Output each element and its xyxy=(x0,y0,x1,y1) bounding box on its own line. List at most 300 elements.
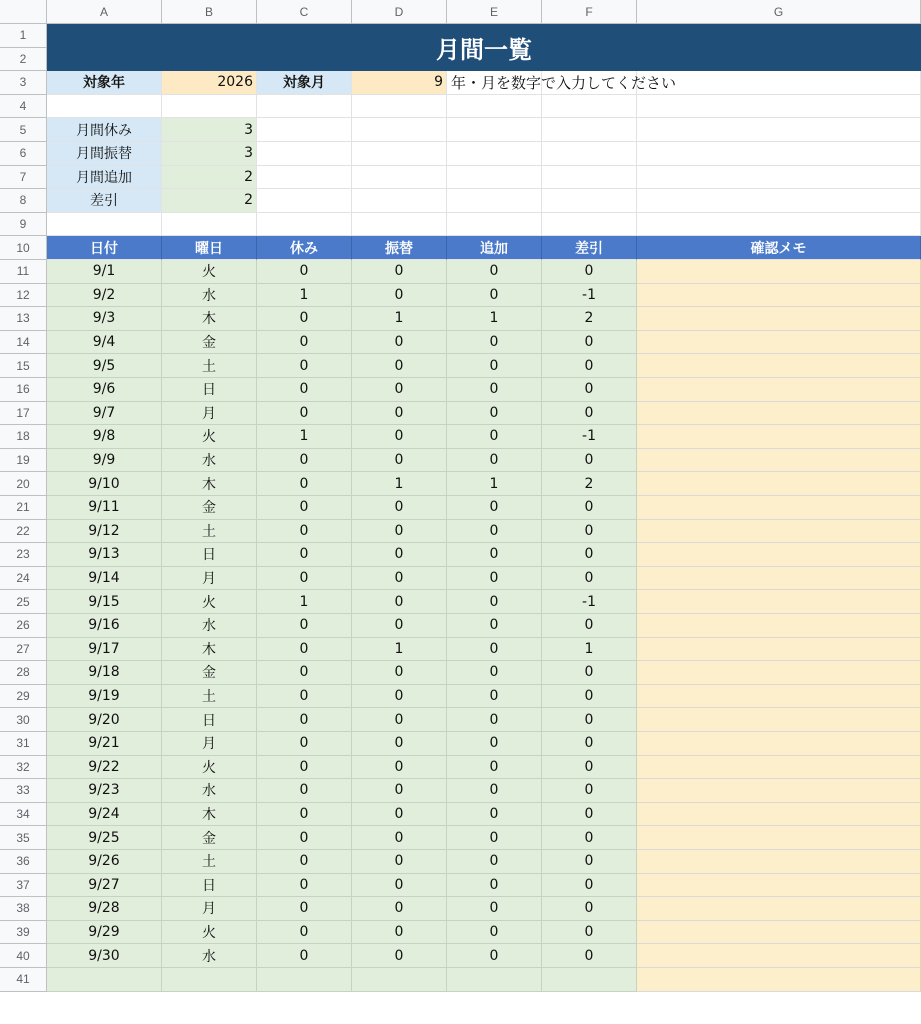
memo-cell[interactable] xyxy=(637,307,921,331)
table-cell[interactable]: 0 xyxy=(257,756,352,780)
row-header-26[interactable]: 26 xyxy=(0,614,47,638)
table-cell[interactable]: 0 xyxy=(352,520,447,544)
table-cell[interactable]: 1 xyxy=(257,590,352,614)
table-cell[interactable]: 0 xyxy=(447,260,542,284)
table-cell[interactable]: 0 xyxy=(352,661,447,685)
table-cell[interactable]: 0 xyxy=(542,732,637,756)
memo-cell[interactable] xyxy=(637,779,921,803)
row-header-18[interactable]: 18 xyxy=(0,425,47,449)
memo-cell[interactable] xyxy=(637,826,921,850)
select-all-corner[interactable] xyxy=(0,0,47,24)
row-header-3[interactable]: 3 xyxy=(0,71,47,95)
table-cell[interactable] xyxy=(257,968,352,992)
memo-cell[interactable] xyxy=(637,354,921,378)
table-cell[interactable]: 9/11 xyxy=(47,496,162,520)
table-cell[interactable]: 0 xyxy=(542,614,637,638)
table-cell[interactable]: 0 xyxy=(542,944,637,968)
table-cell[interactable]: 0 xyxy=(257,543,352,567)
table-cell[interactable]: 1 xyxy=(352,307,447,331)
table-cell[interactable]: 0 xyxy=(257,708,352,732)
table-cell[interactable]: 0 xyxy=(257,685,352,709)
table-cell[interactable]: 0 xyxy=(352,567,447,591)
table-cell[interactable]: 9/19 xyxy=(47,685,162,709)
table-cell[interactable]: 0 xyxy=(542,921,637,945)
table-cell[interactable]: 0 xyxy=(542,803,637,827)
table-cell[interactable]: 水 xyxy=(162,944,257,968)
column-header-E[interactable]: E xyxy=(447,0,542,24)
memo-cell[interactable] xyxy=(637,378,921,402)
row-header-27[interactable]: 27 xyxy=(0,638,47,662)
column-header-B[interactable]: B xyxy=(162,0,257,24)
grid-cell[interactable] xyxy=(352,189,447,213)
table-cell[interactable]: 0 xyxy=(352,803,447,827)
row-header-15[interactable]: 15 xyxy=(0,354,47,378)
grid-cell[interactable] xyxy=(637,189,921,213)
grid-cell[interactable] xyxy=(257,166,352,190)
table-cell[interactable]: 1 xyxy=(447,472,542,496)
table-cell[interactable]: 0 xyxy=(257,260,352,284)
table-cell[interactable]: 日 xyxy=(162,543,257,567)
table-cell[interactable]: 火 xyxy=(162,425,257,449)
table-cell[interactable]: -1 xyxy=(542,425,637,449)
grid-cell[interactable] xyxy=(162,213,257,237)
row-header-40[interactable]: 40 xyxy=(0,944,47,968)
table-cell[interactable]: 0 xyxy=(352,826,447,850)
memo-cell[interactable] xyxy=(637,661,921,685)
table-cell[interactable]: 0 xyxy=(352,543,447,567)
table-cell[interactable]: 0 xyxy=(257,661,352,685)
target-year-input[interactable]: 2026 xyxy=(162,71,257,95)
row-header-9[interactable]: 9 xyxy=(0,213,47,237)
table-header-6[interactable]: 差引 xyxy=(542,236,637,260)
row-header-33[interactable]: 33 xyxy=(0,779,47,803)
table-cell[interactable]: 9/12 xyxy=(47,520,162,544)
table-cell[interactable]: 土 xyxy=(162,850,257,874)
table-cell[interactable]: 9/2 xyxy=(47,284,162,308)
row-header-32[interactable]: 32 xyxy=(0,756,47,780)
table-cell[interactable]: 9/10 xyxy=(47,472,162,496)
table-header-2[interactable]: 曜日 xyxy=(162,236,257,260)
table-header-1[interactable]: 日付 xyxy=(47,236,162,260)
memo-cell[interactable] xyxy=(637,874,921,898)
table-cell[interactable]: 月 xyxy=(162,732,257,756)
column-header-C[interactable]: C xyxy=(257,0,352,24)
table-cell[interactable]: 0 xyxy=(447,779,542,803)
column-header-D[interactable]: D xyxy=(352,0,447,24)
row-header-19[interactable]: 19 xyxy=(0,449,47,473)
grid-cell[interactable] xyxy=(352,118,447,142)
table-cell[interactable]: 0 xyxy=(257,732,352,756)
column-header-F[interactable]: F xyxy=(542,0,637,24)
table-cell[interactable]: 0 xyxy=(352,331,447,355)
table-cell[interactable]: 月 xyxy=(162,897,257,921)
memo-cell[interactable] xyxy=(637,685,921,709)
table-cell[interactable]: 9/17 xyxy=(47,638,162,662)
table-cell[interactable]: 0 xyxy=(447,354,542,378)
table-header-5[interactable]: 追加 xyxy=(447,236,542,260)
memo-cell[interactable] xyxy=(637,472,921,496)
table-cell[interactable]: 0 xyxy=(447,685,542,709)
table-cell[interactable]: 0 xyxy=(257,638,352,662)
table-cell[interactable]: 火 xyxy=(162,756,257,780)
table-cell[interactable]: 火 xyxy=(162,921,257,945)
table-cell[interactable]: 金 xyxy=(162,826,257,850)
table-cell[interactable]: 0 xyxy=(447,661,542,685)
grid-cell[interactable] xyxy=(257,95,352,119)
memo-cell[interactable] xyxy=(637,850,921,874)
memo-cell[interactable] xyxy=(637,331,921,355)
row-header-21[interactable]: 21 xyxy=(0,496,47,520)
table-cell[interactable]: 1 xyxy=(447,307,542,331)
table-cell[interactable]: 金 xyxy=(162,661,257,685)
table-cell[interactable]: 9/15 xyxy=(47,590,162,614)
row-header-23[interactable]: 23 xyxy=(0,543,47,567)
memo-cell[interactable] xyxy=(637,968,921,992)
table-cell[interactable]: 木 xyxy=(162,472,257,496)
table-cell[interactable]: 9/22 xyxy=(47,756,162,780)
table-cell[interactable] xyxy=(447,968,542,992)
grid-cell[interactable] xyxy=(257,213,352,237)
table-cell[interactable]: 0 xyxy=(352,708,447,732)
row-header-38[interactable]: 38 xyxy=(0,897,47,921)
row-header-8[interactable]: 8 xyxy=(0,189,47,213)
table-cell[interactable]: 9/29 xyxy=(47,921,162,945)
table-cell[interactable]: 0 xyxy=(447,708,542,732)
table-cell[interactable]: 9/27 xyxy=(47,874,162,898)
table-cell[interactable]: 0 xyxy=(542,496,637,520)
row-header-25[interactable]: 25 xyxy=(0,590,47,614)
row-header-35[interactable]: 35 xyxy=(0,826,47,850)
row-header-16[interactable]: 16 xyxy=(0,378,47,402)
grid-cell[interactable] xyxy=(257,189,352,213)
memo-cell[interactable] xyxy=(637,425,921,449)
target-month-input[interactable]: 9 xyxy=(352,71,447,95)
row-header-17[interactable]: 17 xyxy=(0,402,47,426)
table-cell[interactable]: 9/9 xyxy=(47,449,162,473)
row-header-28[interactable]: 28 xyxy=(0,661,47,685)
grid-cell[interactable] xyxy=(47,213,162,237)
grid-cell[interactable] xyxy=(542,213,637,237)
table-cell[interactable]: 水 xyxy=(162,449,257,473)
table-cell[interactable]: 0 xyxy=(257,496,352,520)
table-cell[interactable]: 0 xyxy=(352,897,447,921)
table-cell[interactable]: 日 xyxy=(162,874,257,898)
grid-cell[interactable] xyxy=(257,142,352,166)
table-cell[interactable]: 0 xyxy=(352,779,447,803)
table-cell[interactable]: 9/5 xyxy=(47,354,162,378)
table-cell[interactable]: 土 xyxy=(162,520,257,544)
table-cell[interactable]: 0 xyxy=(352,284,447,308)
grid-cell[interactable] xyxy=(542,166,637,190)
table-cell[interactable]: 木 xyxy=(162,638,257,662)
table-cell[interactable]: 0 xyxy=(542,756,637,780)
row-header-34[interactable]: 34 xyxy=(0,803,47,827)
table-header-7[interactable]: 確認メモ xyxy=(637,236,921,260)
table-cell[interactable]: 0 xyxy=(257,850,352,874)
table-cell[interactable]: 0 xyxy=(352,756,447,780)
table-cell[interactable] xyxy=(47,968,162,992)
table-cell[interactable]: 0 xyxy=(257,567,352,591)
grid-cell[interactable] xyxy=(542,189,637,213)
table-cell[interactable]: 火 xyxy=(162,590,257,614)
table-cell[interactable]: 土 xyxy=(162,685,257,709)
table-cell[interactable]: 0 xyxy=(352,590,447,614)
table-header-3[interactable]: 休み xyxy=(257,236,352,260)
table-cell[interactable]: 9/13 xyxy=(47,543,162,567)
table-cell[interactable]: 0 xyxy=(257,520,352,544)
table-cell[interactable]: 0 xyxy=(542,685,637,709)
table-header-4[interactable]: 振替 xyxy=(352,236,447,260)
row-header-11[interactable]: 11 xyxy=(0,260,47,284)
table-cell[interactable]: 0 xyxy=(257,614,352,638)
table-cell[interactable]: 月 xyxy=(162,402,257,426)
memo-cell[interactable] xyxy=(637,402,921,426)
table-cell[interactable]: 木 xyxy=(162,803,257,827)
table-cell[interactable]: 0 xyxy=(447,944,542,968)
table-cell[interactable]: 1 xyxy=(257,284,352,308)
grid-cell[interactable] xyxy=(447,166,542,190)
table-cell[interactable]: -1 xyxy=(542,284,637,308)
row-header-37[interactable]: 37 xyxy=(0,874,47,898)
table-cell[interactable]: 9/21 xyxy=(47,732,162,756)
table-cell[interactable]: 水 xyxy=(162,614,257,638)
memo-cell[interactable] xyxy=(637,520,921,544)
table-cell[interactable]: 0 xyxy=(447,874,542,898)
memo-cell[interactable] xyxy=(637,260,921,284)
row-header-13[interactable]: 13 xyxy=(0,307,47,331)
table-cell[interactable]: 0 xyxy=(447,543,542,567)
table-cell[interactable]: 水 xyxy=(162,779,257,803)
table-cell[interactable]: 0 xyxy=(542,567,637,591)
table-cell[interactable]: 0 xyxy=(352,425,447,449)
grid-cell[interactable] xyxy=(447,142,542,166)
table-cell[interactable]: 0 xyxy=(542,543,637,567)
table-cell[interactable]: 1 xyxy=(542,638,637,662)
table-cell[interactable]: 0 xyxy=(542,449,637,473)
table-cell[interactable]: 0 xyxy=(352,850,447,874)
grid-cell[interactable] xyxy=(447,213,542,237)
memo-cell[interactable] xyxy=(637,638,921,662)
table-cell[interactable]: 0 xyxy=(257,449,352,473)
table-cell[interactable]: 0 xyxy=(257,402,352,426)
table-cell[interactable]: 0 xyxy=(257,378,352,402)
row-header-39[interactable]: 39 xyxy=(0,921,47,945)
grid-cell[interactable] xyxy=(637,166,921,190)
table-cell[interactable]: 0 xyxy=(257,472,352,496)
column-header-G[interactable]: G xyxy=(637,0,921,24)
table-cell[interactable]: 9/18 xyxy=(47,661,162,685)
table-cell[interactable]: 0 xyxy=(447,425,542,449)
table-cell[interactable] xyxy=(352,968,447,992)
grid-cell[interactable] xyxy=(447,189,542,213)
table-cell[interactable]: 2 xyxy=(542,472,637,496)
table-cell[interactable]: 0 xyxy=(447,732,542,756)
table-cell[interactable]: 0 xyxy=(447,850,542,874)
table-cell[interactable]: 0 xyxy=(447,614,542,638)
row-header-29[interactable]: 29 xyxy=(0,685,47,709)
grid-cell[interactable] xyxy=(352,95,447,119)
table-cell[interactable]: 0 xyxy=(257,307,352,331)
row-header-14[interactable]: 14 xyxy=(0,331,47,355)
grid-cell[interactable] xyxy=(542,95,637,119)
summary-value[interactable]: 3 xyxy=(162,142,257,166)
table-cell[interactable]: 9/14 xyxy=(47,567,162,591)
table-cell[interactable]: 0 xyxy=(542,708,637,732)
table-cell[interactable]: 0 xyxy=(542,661,637,685)
memo-cell[interactable] xyxy=(637,543,921,567)
table-cell[interactable]: 9/23 xyxy=(47,779,162,803)
grid-cell[interactable] xyxy=(637,213,921,237)
row-header-1[interactable]: 1 xyxy=(0,24,47,48)
table-cell[interactable]: 0 xyxy=(257,354,352,378)
table-cell[interactable]: 0 xyxy=(447,402,542,426)
memo-cell[interactable] xyxy=(637,921,921,945)
row-header-31[interactable]: 31 xyxy=(0,732,47,756)
grid-cell[interactable] xyxy=(542,118,637,142)
table-cell[interactable]: 0 xyxy=(352,449,447,473)
table-cell[interactable]: 1 xyxy=(257,425,352,449)
grid-cell[interactable] xyxy=(352,213,447,237)
table-cell[interactable]: 0 xyxy=(352,614,447,638)
table-cell[interactable]: 日 xyxy=(162,378,257,402)
table-cell[interactable]: 0 xyxy=(352,921,447,945)
table-cell[interactable]: 0 xyxy=(352,402,447,426)
memo-cell[interactable] xyxy=(637,732,921,756)
table-cell[interactable]: 0 xyxy=(447,897,542,921)
table-cell[interactable]: 0 xyxy=(257,331,352,355)
table-cell[interactable]: 9/1 xyxy=(47,260,162,284)
row-header-41[interactable]: 41 xyxy=(0,968,47,992)
table-cell[interactable]: 0 xyxy=(542,874,637,898)
table-cell[interactable]: 月 xyxy=(162,567,257,591)
memo-cell[interactable] xyxy=(637,614,921,638)
table-cell[interactable]: 0 xyxy=(352,944,447,968)
table-cell[interactable]: 0 xyxy=(352,496,447,520)
column-header-A[interactable]: A xyxy=(47,0,162,24)
row-header-2[interactable]: 2 xyxy=(0,48,47,72)
table-cell[interactable]: 0 xyxy=(447,826,542,850)
table-cell[interactable]: 0 xyxy=(257,921,352,945)
table-cell[interactable]: 9/25 xyxy=(47,826,162,850)
row-header-7[interactable]: 7 xyxy=(0,166,47,190)
table-cell[interactable]: 金 xyxy=(162,496,257,520)
memo-cell[interactable] xyxy=(637,944,921,968)
table-cell[interactable]: 0 xyxy=(352,354,447,378)
table-cell[interactable]: 0 xyxy=(447,520,542,544)
row-header-5[interactable]: 5 xyxy=(0,118,47,142)
table-cell[interactable]: 0 xyxy=(542,260,637,284)
memo-cell[interactable] xyxy=(637,590,921,614)
grid-cell[interactable] xyxy=(637,95,921,119)
table-cell[interactable]: 9/8 xyxy=(47,425,162,449)
grid-cell[interactable] xyxy=(637,118,921,142)
row-header-20[interactable]: 20 xyxy=(0,472,47,496)
table-cell[interactable]: 9/20 xyxy=(47,708,162,732)
row-header-22[interactable]: 22 xyxy=(0,520,47,544)
grid-cell[interactable] xyxy=(542,142,637,166)
table-cell[interactable]: 0 xyxy=(352,378,447,402)
table-cell[interactable]: 0 xyxy=(542,354,637,378)
memo-cell[interactable] xyxy=(637,897,921,921)
table-cell[interactable]: 9/6 xyxy=(47,378,162,402)
table-cell[interactable]: 0 xyxy=(447,638,542,662)
summary-value[interactable]: 2 xyxy=(162,166,257,190)
table-cell[interactable]: 0 xyxy=(542,331,637,355)
table-cell[interactable]: 0 xyxy=(447,378,542,402)
memo-cell[interactable] xyxy=(637,756,921,780)
table-cell[interactable]: 9/24 xyxy=(47,803,162,827)
table-cell[interactable]: 0 xyxy=(542,897,637,921)
table-cell[interactable]: 0 xyxy=(352,732,447,756)
grid-cell[interactable] xyxy=(162,95,257,119)
row-header-10[interactable]: 10 xyxy=(0,236,47,260)
table-cell[interactable]: 火 xyxy=(162,260,257,284)
table-cell[interactable]: 0 xyxy=(542,520,637,544)
summary-value[interactable]: 3 xyxy=(162,118,257,142)
memo-cell[interactable] xyxy=(637,449,921,473)
table-cell[interactable] xyxy=(162,968,257,992)
table-cell[interactable]: 2 xyxy=(542,307,637,331)
row-header-30[interactable]: 30 xyxy=(0,708,47,732)
table-cell[interactable]: 0 xyxy=(257,779,352,803)
table-cell[interactable]: 0 xyxy=(542,402,637,426)
memo-cell[interactable] xyxy=(637,803,921,827)
table-cell[interactable]: 0 xyxy=(257,826,352,850)
table-cell[interactable]: 0 xyxy=(447,756,542,780)
table-cell[interactable]: 0 xyxy=(447,496,542,520)
table-cell[interactable]: 9/30 xyxy=(47,944,162,968)
table-cell[interactable]: 0 xyxy=(257,874,352,898)
grid-cell[interactable] xyxy=(352,142,447,166)
table-cell[interactable]: 水 xyxy=(162,284,257,308)
table-cell[interactable]: 金 xyxy=(162,331,257,355)
grid-cell[interactable] xyxy=(637,142,921,166)
row-header-36[interactable]: 36 xyxy=(0,850,47,874)
table-cell[interactable]: 0 xyxy=(352,260,447,284)
table-cell[interactable]: 1 xyxy=(352,638,447,662)
table-cell[interactable]: 0 xyxy=(447,921,542,945)
table-cell[interactable]: 0 xyxy=(447,284,542,308)
table-cell[interactable]: 9/3 xyxy=(47,307,162,331)
memo-cell[interactable] xyxy=(637,708,921,732)
memo-cell[interactable] xyxy=(637,567,921,591)
table-cell[interactable]: 0 xyxy=(447,590,542,614)
table-cell[interactable]: 0 xyxy=(542,850,637,874)
table-cell[interactable]: 9/16 xyxy=(47,614,162,638)
grid-cell[interactable] xyxy=(447,95,542,119)
table-cell[interactable]: 0 xyxy=(257,944,352,968)
summary-value[interactable]: 2 xyxy=(162,189,257,213)
table-cell[interactable]: 0 xyxy=(352,874,447,898)
grid-cell[interactable] xyxy=(447,118,542,142)
grid-cell[interactable] xyxy=(352,166,447,190)
table-cell[interactable]: 0 xyxy=(542,378,637,402)
table-cell[interactable]: 9/7 xyxy=(47,402,162,426)
table-cell[interactable]: 土 xyxy=(162,354,257,378)
table-cell[interactable]: 0 xyxy=(447,567,542,591)
row-header-4[interactable]: 4 xyxy=(0,95,47,119)
table-cell[interactable]: 1 xyxy=(352,472,447,496)
grid-cell[interactable] xyxy=(47,95,162,119)
table-cell[interactable]: 0 xyxy=(542,779,637,803)
table-cell[interactable]: -1 xyxy=(542,590,637,614)
table-cell[interactable]: 0 xyxy=(257,897,352,921)
table-cell[interactable]: 0 xyxy=(447,803,542,827)
table-cell[interactable]: 9/28 xyxy=(47,897,162,921)
table-cell[interactable]: 0 xyxy=(447,331,542,355)
table-cell[interactable]: 日 xyxy=(162,708,257,732)
row-header-6[interactable]: 6 xyxy=(0,142,47,166)
